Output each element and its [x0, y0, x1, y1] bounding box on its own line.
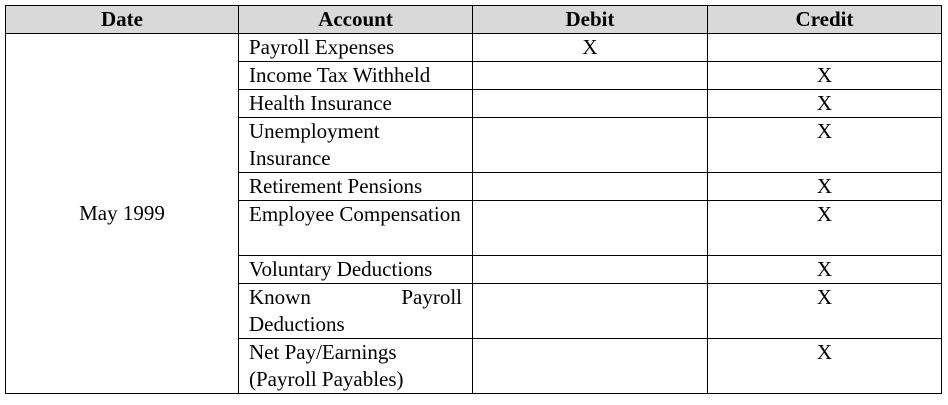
debit-cell [473, 62, 708, 90]
credit-cell: X [708, 173, 942, 201]
debit-cell [473, 256, 708, 284]
credit-cell: X [708, 201, 942, 256]
credit-cell: X [708, 90, 942, 118]
date-header: Date [6, 6, 239, 34]
account-cell: Known Payroll Deductions [239, 284, 473, 339]
account-cell: Payroll Expenses [239, 34, 473, 62]
account-cell: Retirement Pensions [239, 173, 473, 201]
debit-header: Debit [473, 6, 708, 34]
credit-cell [708, 34, 942, 62]
account-cell: Unemployment Insurance [239, 118, 473, 173]
credit-cell: X [708, 284, 942, 339]
account-cell: Net Pay/Earnings (Payroll Payables) [239, 339, 473, 394]
credit-cell: X [708, 339, 942, 394]
date-cell: May 1999 [6, 34, 239, 394]
debit-cell [473, 339, 708, 394]
debit-cell: X [473, 34, 708, 62]
account-cell: Health Insurance [239, 90, 473, 118]
header-row [6, 6, 942, 34]
debit-cell [473, 201, 708, 256]
credit-cell: X [708, 256, 942, 284]
table-row [6, 34, 942, 62]
debit-cell [473, 284, 708, 339]
debit-cell [473, 90, 708, 118]
account-cell: Income Tax Withheld [239, 62, 473, 90]
account-header: Account [239, 6, 473, 34]
credit-header: Credit [708, 6, 942, 34]
journal-entry-table [5, 5, 942, 394]
debit-cell [473, 173, 708, 201]
account-cell: Voluntary Deductions [239, 256, 473, 284]
credit-cell: X [708, 118, 942, 173]
debit-cell [473, 118, 708, 173]
account-cell: Employee Compensation [239, 201, 473, 256]
credit-cell: X [708, 62, 942, 90]
